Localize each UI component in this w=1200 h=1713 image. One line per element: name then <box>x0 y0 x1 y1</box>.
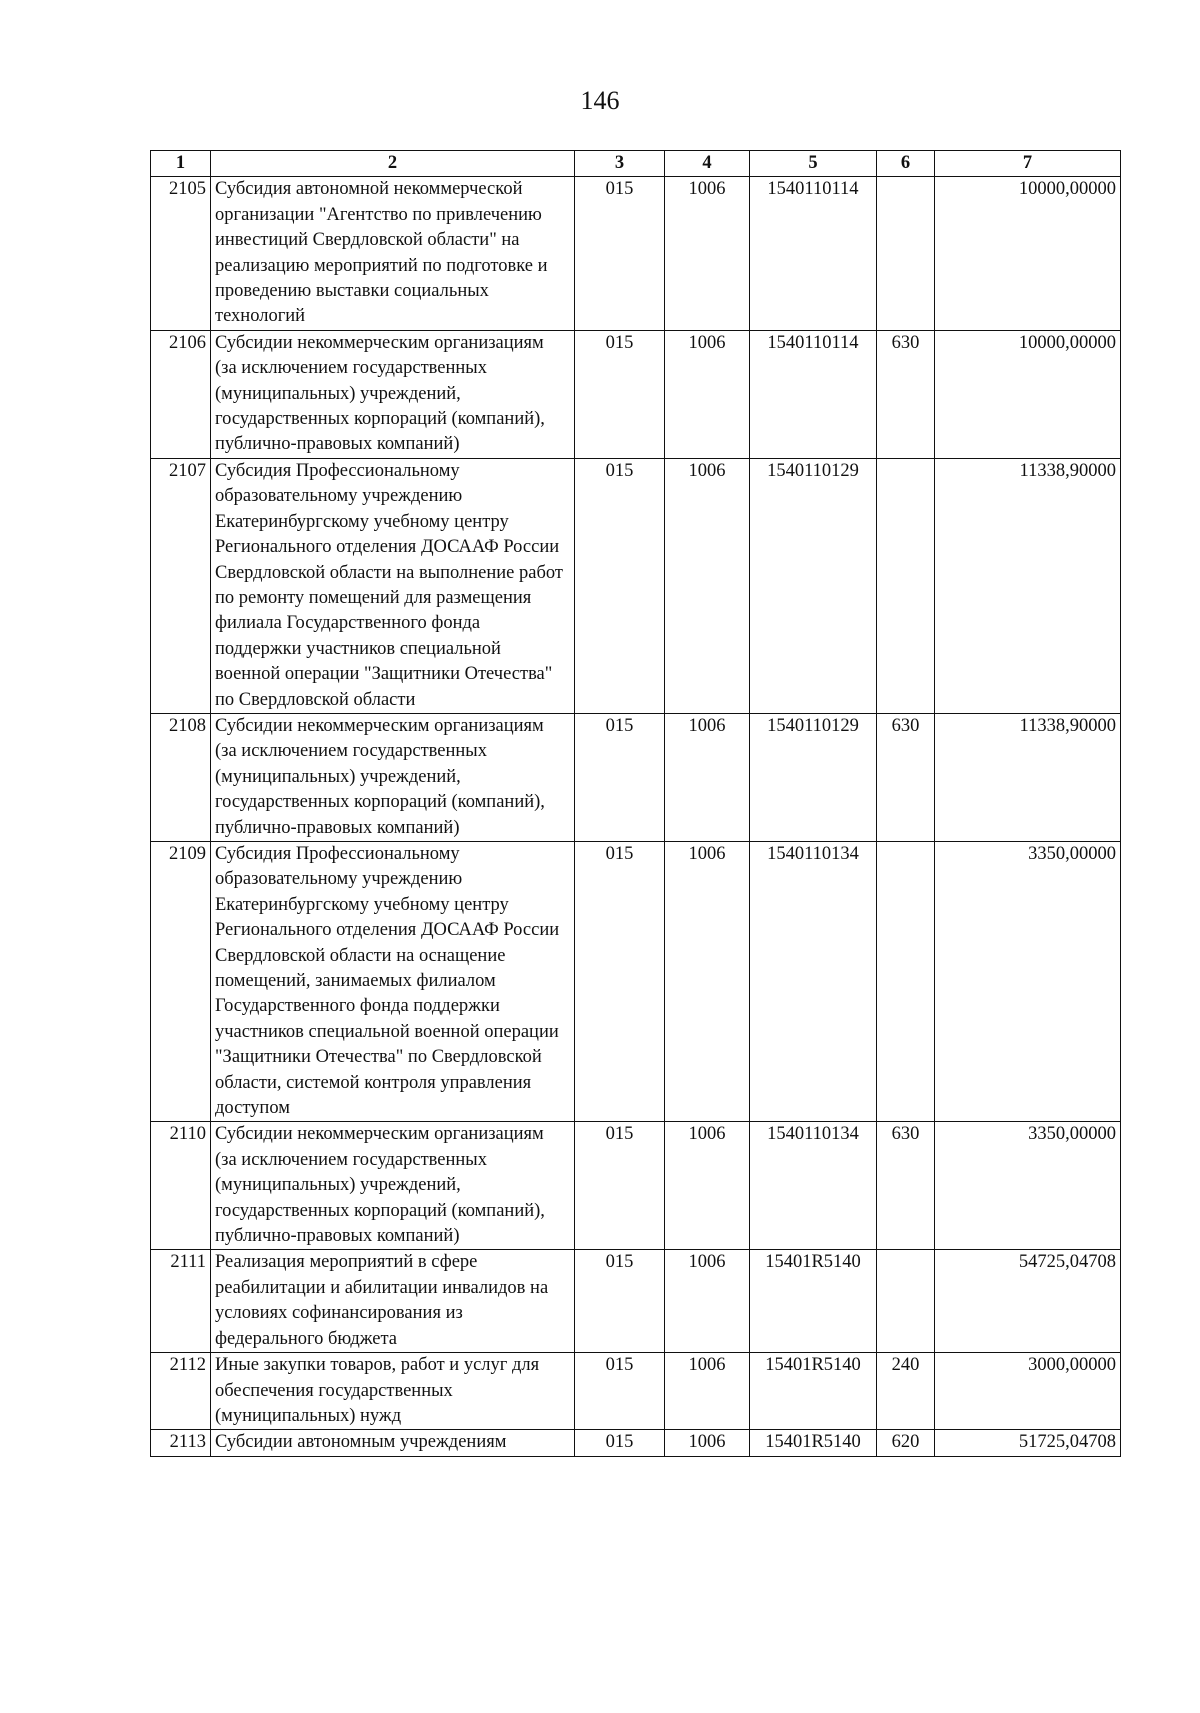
row-code-3: 015 <box>575 841 665 1121</box>
row-sum: 10000,00000 <box>935 177 1121 330</box>
row-number: 2110 <box>151 1122 211 1250</box>
row-code-6 <box>877 177 935 330</box>
row-name: Реализация мероприятий в сфере реабилитации и абилитации инвалидов на условиях софинансирования из федерального бюджета <box>211 1250 575 1353</box>
row-code-4: 1006 <box>665 713 750 841</box>
table-row <box>151 1250 1121 1353</box>
row-code-3: 015 <box>575 177 665 330</box>
row-name: Субсидии автономным учреждениям <box>211 1430 575 1456</box>
row-name: Субсидии некоммерческим организациям (за исключением государственных (муниципальных) учреждений, государственных корпораций (компаний), публично-правовых компаний) <box>211 713 575 841</box>
row-code-4: 1006 <box>665 1430 750 1456</box>
row-code-5: 1540110134 <box>750 1122 877 1250</box>
row-code-5: 1540110114 <box>750 330 877 458</box>
row-code-6 <box>877 458 935 713</box>
row-code-6: 630 <box>877 1122 935 1250</box>
row-code-4: 1006 <box>665 1250 750 1353</box>
header-cell: 7 <box>935 151 1121 177</box>
header-cell: 6 <box>877 151 935 177</box>
row-number: 2111 <box>151 1250 211 1353</box>
row-code-4: 1006 <box>665 1353 750 1430</box>
row-code-6: 630 <box>877 330 935 458</box>
table-row <box>151 1353 1121 1430</box>
row-code-4: 1006 <box>665 841 750 1121</box>
row-name: Субсидия автономной некоммерческой организации "Агентство по привлечению инвестиций Свердловской области" на реализацию мероприятий по подготовке и проведению выставки социальных технологий <box>211 177 575 330</box>
header-row <box>151 151 1121 177</box>
row-code-6 <box>877 1250 935 1353</box>
row-code-3: 015 <box>575 330 665 458</box>
row-sum: 51725,04708 <box>935 1430 1121 1456</box>
row-code-5: 1540110129 <box>750 458 877 713</box>
row-number: 2106 <box>151 330 211 458</box>
row-code-3: 015 <box>575 1250 665 1353</box>
row-number: 2113 <box>151 1430 211 1456</box>
header-cell: 5 <box>750 151 877 177</box>
row-code-6: 240 <box>877 1353 935 1430</box>
row-number: 2112 <box>151 1353 211 1430</box>
table-row <box>151 1122 1121 1250</box>
row-code-5: 15401R5140 <box>750 1250 877 1353</box>
row-number: 2109 <box>151 841 211 1121</box>
table-row <box>151 177 1121 330</box>
budget-table <box>150 150 1121 1457</box>
row-code-3: 015 <box>575 713 665 841</box>
row-code-3: 015 <box>575 1430 665 1456</box>
table-row <box>151 1430 1121 1456</box>
row-code-6: 620 <box>877 1430 935 1456</box>
row-code-6: 630 <box>877 713 935 841</box>
row-number: 2108 <box>151 713 211 841</box>
table-row <box>151 458 1121 713</box>
row-code-5: 1540110114 <box>750 177 877 330</box>
row-name: Субсидии некоммерческим организациям (за исключением государственных (муниципальных) учреждений, государственных корпораций (компаний), публично-правовых компаний) <box>211 330 575 458</box>
row-sum: 3000,00000 <box>935 1353 1121 1430</box>
header-cell: 3 <box>575 151 665 177</box>
row-sum: 11338,90000 <box>935 458 1121 713</box>
row-sum: 3350,00000 <box>935 1122 1121 1250</box>
header-cell: 4 <box>665 151 750 177</box>
row-code-5: 15401R5140 <box>750 1353 877 1430</box>
row-code-4: 1006 <box>665 1122 750 1250</box>
page-number: 146 <box>580 86 620 115</box>
row-code-4: 1006 <box>665 177 750 330</box>
row-name: Субсидия Профессиональному образовательному учреждению Екатеринбургскому учебному центру Регионального отделения ДОСААФ России Свердловской области на выполнение работ по ремонту помещений для размещения филиала Государственного фонда поддержки участников специальной военной операции "Защитники Отечества" по Свердловской области <box>211 458 575 713</box>
row-name: Иные закупки товаров, работ и услуг для обеспечения государственных (муниципальных) нужд <box>211 1353 575 1430</box>
row-code-5: 1540110134 <box>750 841 877 1121</box>
row-sum: 10000,00000 <box>935 330 1121 458</box>
row-sum: 11338,90000 <box>935 713 1121 841</box>
row-code-3: 015 <box>575 458 665 713</box>
row-code-6 <box>877 841 935 1121</box>
row-number: 2107 <box>151 458 211 713</box>
row-code-5: 1540110129 <box>750 713 877 841</box>
row-code-4: 1006 <box>665 330 750 458</box>
table-row <box>151 330 1121 458</box>
row-sum: 54725,04708 <box>935 1250 1121 1353</box>
header-cell: 1 <box>151 151 211 177</box>
table-row <box>151 841 1121 1121</box>
row-name: Субсидии некоммерческим организациям (за исключением государственных (муниципальных) учреждений, государственных корпораций (компаний), публично-правовых компаний) <box>211 1122 575 1250</box>
row-code-4: 1006 <box>665 458 750 713</box>
table-row <box>151 713 1121 841</box>
row-code-3: 015 <box>575 1353 665 1430</box>
row-name: Субсидия Профессиональному образовательному учреждению Екатеринбургскому учебному центру Регионального отделения ДОСААФ России Свердловской области на оснащение помещений, занимаемых филиалом Государственного фонда поддержки участников специальной военной операции "Защитники Отечества" по Свердловской области, системой контроля управления доступом <box>211 841 575 1121</box>
row-code-3: 015 <box>575 1122 665 1250</box>
row-code-5: 15401R5140 <box>750 1430 877 1456</box>
row-sum: 3350,00000 <box>935 841 1121 1121</box>
header-cell: 2 <box>211 151 575 177</box>
row-number: 2105 <box>151 177 211 330</box>
